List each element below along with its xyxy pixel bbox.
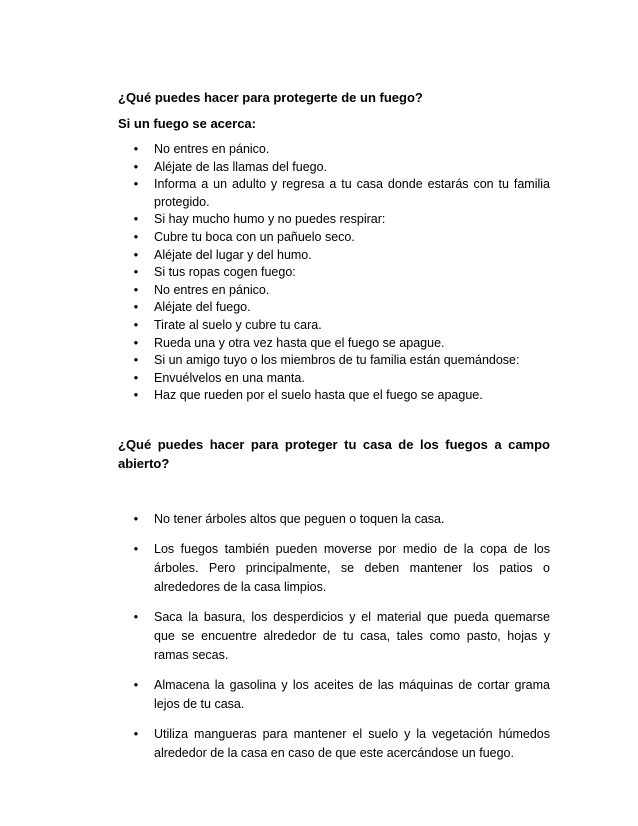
bullet-icon: • [133, 727, 139, 741]
list-item-text: Envuélvelos en una manta. [154, 370, 305, 385]
list-item-text: No entres en pánico. [154, 282, 270, 297]
list-item [118, 176, 550, 211]
list-item [118, 352, 550, 370]
list-item-text: No entres en pánico. [154, 142, 270, 156]
list-item [118, 141, 550, 159]
list-item-text: Aléjate de las llamas del fuego. [154, 159, 328, 174]
list-item [118, 211, 550, 229]
section1-bullet-list [118, 141, 550, 405]
list-item-text: Cubre tu boca con un pañuelo seco. [154, 229, 355, 244]
list-item [118, 540, 550, 597]
list-item [118, 299, 550, 317]
list-item-text: Almacena la gasolina y los aceites de las máquinas de cortar grama lejos de tu casa. [154, 678, 550, 711]
bullet-icon: • [133, 335, 139, 350]
section1-title: ¿Qué puedes hacer para protegerte de un fuego? [118, 90, 423, 105]
list-item [118, 282, 550, 300]
bullet-icon: • [133, 300, 139, 315]
bullet-icon: • [133, 229, 139, 244]
list-item-text: Si hay mucho humo y no puedes respirar: [154, 212, 386, 227]
list-item-text: Utiliza mangueras para mantener el suelo y la vegetación húmedos alrededor de la casa en caso de que este acercándose un fuego. [154, 727, 550, 760]
bullet-icon: • [133, 282, 139, 297]
bullet-icon: • [133, 212, 139, 227]
section1-subtitle: Si un fuego se acerca: [118, 116, 256, 131]
bullet-icon: • [133, 159, 139, 174]
section2-title: ¿Qué puedes hacer para proteger tu casa de los fuegos a campo abierto? [118, 437, 550, 471]
bullet-icon: • [133, 142, 139, 156]
list-item-text: Tirate al suelo y cubre tu cara. [154, 317, 322, 332]
list-item [118, 725, 550, 763]
list-item-text: Rueda una y otra vez hasta que el fuego se apague. [154, 335, 445, 350]
bullet-icon: • [133, 177, 139, 192]
bullet-icon: • [133, 512, 139, 526]
list-item-text: Si un amigo tuyo o los miembros de tu familia están quemándose: [154, 353, 520, 368]
list-item [118, 676, 550, 714]
bullet-icon: • [133, 317, 139, 332]
list-item-text: Si tus ropas cogen fuego: [154, 265, 296, 280]
list-item [118, 247, 550, 265]
bullet-icon: • [133, 388, 139, 403]
bullet-icon: • [133, 353, 139, 368]
list-item [118, 317, 550, 335]
list-item [118, 229, 550, 247]
bullet-icon: • [133, 542, 139, 556]
list-item-text: Saca la basura, los desperdicios y el material que pueda quemarse que se encuentre alrededor de tu casa, tales como pasto, hojas y ramas secas. [154, 610, 550, 662]
list-item-text: Los fuegos también pueden moverse por medio de la copa de los árboles. Pero principalmente, se deben mantener los patios o alrededores de la casa limpios. [154, 542, 550, 594]
list-item-text: Aléjate del fuego. [154, 300, 251, 315]
list-item [118, 387, 550, 405]
list-item-text: Aléjate del lugar y del humo. [154, 247, 312, 262]
list-item-text: Informa a un adulto y regresa a tu casa donde estarás con tu familia protegido. [154, 177, 550, 209]
list-item [118, 335, 550, 353]
bullet-icon: • [133, 370, 139, 385]
bullet-icon: • [133, 678, 139, 692]
list-item [118, 370, 550, 388]
list-item [118, 264, 550, 282]
bullet-icon: • [133, 610, 139, 624]
bullet-icon: • [133, 265, 139, 280]
bullet-icon: • [133, 247, 139, 262]
list-item [118, 159, 550, 177]
list-item [118, 510, 550, 529]
list-item [118, 608, 550, 665]
list-item-text: Haz que rueden por el suelo hasta que el fuego se apague. [154, 388, 483, 403]
list-item-text: No tener árboles altos que peguen o toquen la casa. [154, 512, 445, 526]
section2-bullet-list [118, 510, 550, 774]
